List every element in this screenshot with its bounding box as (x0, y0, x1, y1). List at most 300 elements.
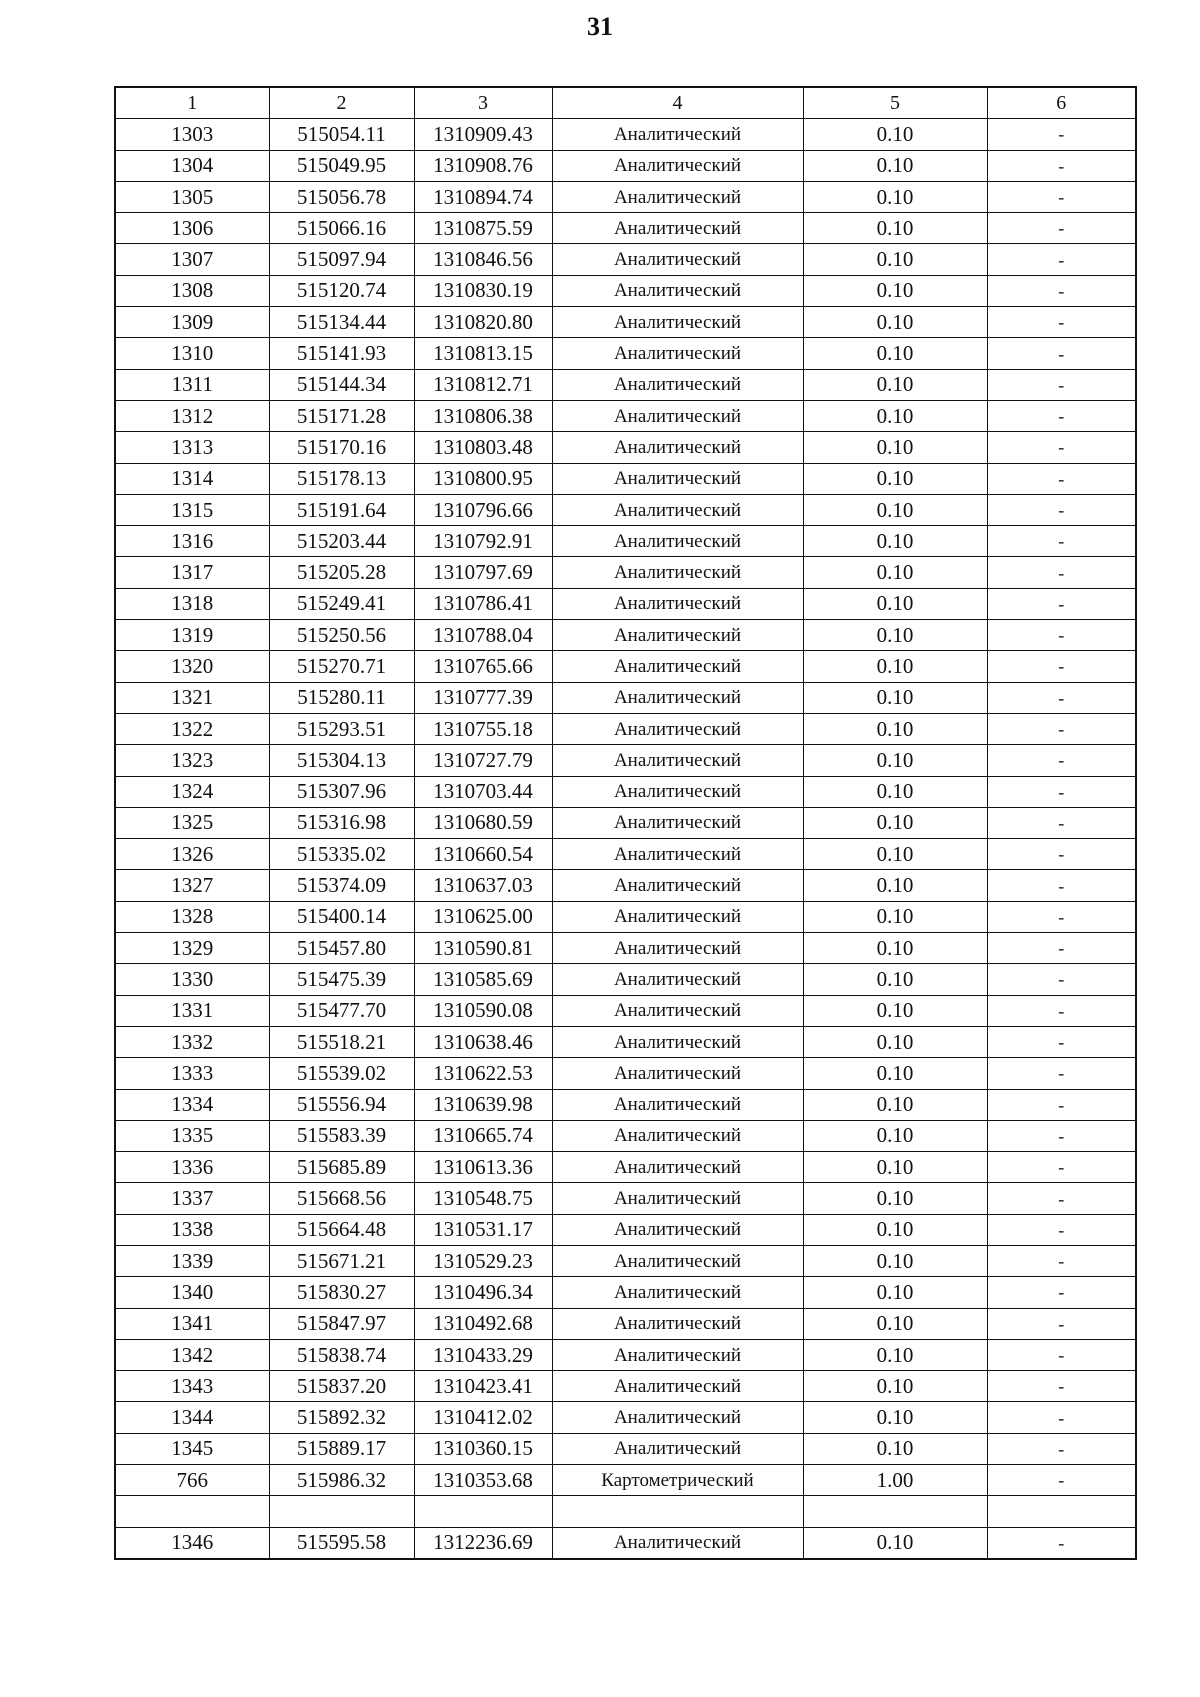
cell-method: Аналитический (552, 432, 803, 463)
cell-point-number: 1337 (115, 1183, 269, 1214)
cell-accuracy: 0.10 (803, 213, 987, 244)
cell-method: Аналитический (552, 933, 803, 964)
cell-accuracy: 0.10 (803, 964, 987, 995)
cell-y-coordinate: 1310806.38 (414, 400, 552, 431)
cell-method: Аналитический (552, 1152, 803, 1183)
cell-y-coordinate: 1310625.00 (414, 901, 552, 932)
cell-y-coordinate: 1310639.98 (414, 1089, 552, 1120)
cell-point-number: 1331 (115, 995, 269, 1026)
cell-accuracy: 0.10 (803, 995, 987, 1026)
cell-x-coordinate: 515203.44 (269, 526, 414, 557)
cell-accuracy: 0.10 (803, 933, 987, 964)
cell-note: - (987, 307, 1136, 338)
cell-x-coordinate: 515250.56 (269, 620, 414, 651)
cell-note: - (987, 588, 1136, 619)
cell-method: Аналитический (552, 713, 803, 744)
table-row (115, 1371, 1136, 1402)
cell-accuracy: 0.10 (803, 275, 987, 306)
cell-method: Аналитический (552, 369, 803, 400)
cell-method: Аналитический (552, 839, 803, 870)
table-row (115, 1152, 1136, 1183)
cell-note: - (987, 463, 1136, 494)
cell-point-number: 1326 (115, 839, 269, 870)
cell-note: - (987, 964, 1136, 995)
cell-method: Аналитический (552, 1371, 803, 1402)
cell-note: - (987, 181, 1136, 212)
cell-method: Аналитический (552, 181, 803, 212)
cell-note: - (987, 1120, 1136, 1151)
table-row (115, 338, 1136, 369)
cell-method: Аналитический (552, 870, 803, 901)
table-row (115, 244, 1136, 275)
cell-y-coordinate: 1310496.34 (414, 1277, 552, 1308)
cell-x-coordinate (269, 1496, 414, 1527)
cell-x-coordinate: 515170.16 (269, 432, 414, 463)
cell-x-coordinate: 515056.78 (269, 181, 414, 212)
page-number: 31 (587, 12, 613, 41)
cell-note: - (987, 432, 1136, 463)
cell-x-coordinate: 515120.74 (269, 275, 414, 306)
cell-x-coordinate: 515830.27 (269, 1277, 414, 1308)
cell-method: Аналитический (552, 682, 803, 713)
cell-point-number: 1320 (115, 651, 269, 682)
cell-x-coordinate: 515304.13 (269, 745, 414, 776)
cell-method: Аналитический (552, 463, 803, 494)
cell-accuracy: 0.10 (803, 1058, 987, 1089)
table-row (115, 995, 1136, 1026)
cell-note: - (987, 1339, 1136, 1370)
cell-y-coordinate: 1310423.41 (414, 1371, 552, 1402)
cell-point-number: 1308 (115, 275, 269, 306)
cell-accuracy: 0.10 (803, 713, 987, 744)
cell-x-coordinate: 515191.64 (269, 494, 414, 525)
cell-accuracy: 0.10 (803, 244, 987, 275)
cell-point-number: 1332 (115, 1026, 269, 1057)
table-row (115, 713, 1136, 744)
cell-x-coordinate: 515205.28 (269, 557, 414, 588)
cell-y-coordinate: 1310796.66 (414, 494, 552, 525)
table-row (115, 1465, 1136, 1496)
cell-accuracy: 0.10 (803, 901, 987, 932)
cell-method: Аналитический (552, 776, 803, 807)
cell-point-number: 1336 (115, 1152, 269, 1183)
cell-y-coordinate: 1310755.18 (414, 713, 552, 744)
cell-x-coordinate: 515171.28 (269, 400, 414, 431)
cell-point-number: 1329 (115, 933, 269, 964)
cell-method: Аналитический (552, 338, 803, 369)
cell-method: Аналитический (552, 588, 803, 619)
cell-method (552, 1496, 803, 1527)
cell-y-coordinate: 1310680.59 (414, 807, 552, 838)
cell-x-coordinate: 515293.51 (269, 713, 414, 744)
cell-accuracy: 0.10 (803, 1245, 987, 1276)
cell-point-number: 1343 (115, 1371, 269, 1402)
cell-x-coordinate: 515685.89 (269, 1152, 414, 1183)
cell-point-number: 1312 (115, 400, 269, 431)
cell-method: Аналитический (552, 213, 803, 244)
table-row (115, 1527, 1136, 1559)
cell-y-coordinate: 1310660.54 (414, 839, 552, 870)
table-row (115, 870, 1136, 901)
cell-note: - (987, 275, 1136, 306)
cell-accuracy: 0.10 (803, 682, 987, 713)
cell-x-coordinate: 515097.94 (269, 244, 414, 275)
cell-x-coordinate: 515556.94 (269, 1089, 414, 1120)
cell-point-number: 1313 (115, 432, 269, 463)
cell-method: Аналитический (552, 1058, 803, 1089)
cell-x-coordinate: 515178.13 (269, 463, 414, 494)
cell-x-coordinate: 515054.11 (269, 119, 414, 150)
cell-x-coordinate: 515671.21 (269, 1245, 414, 1276)
cell-y-coordinate: 1310412.02 (414, 1402, 552, 1433)
cell-method: Аналитический (552, 1308, 803, 1339)
table-row (115, 901, 1136, 932)
table-row (115, 651, 1136, 682)
cell-note: - (987, 1214, 1136, 1245)
table-row (115, 463, 1136, 494)
cell-point-number: 1303 (115, 119, 269, 150)
cell-y-coordinate: 1310585.69 (414, 964, 552, 995)
cell-accuracy: 0.10 (803, 494, 987, 525)
cell-note: - (987, 651, 1136, 682)
cell-accuracy: 0.10 (803, 620, 987, 651)
cell-x-coordinate: 515892.32 (269, 1402, 414, 1433)
cell-method: Аналитический (552, 400, 803, 431)
cell-x-coordinate: 515400.14 (269, 901, 414, 932)
cell-x-coordinate: 515477.70 (269, 995, 414, 1026)
cell-point-number: 1322 (115, 713, 269, 744)
table-body (115, 119, 1136, 1559)
cell-method: Аналитический (552, 620, 803, 651)
cell-y-coordinate: 1310622.53 (414, 1058, 552, 1089)
cell-note: - (987, 1433, 1136, 1464)
cell-y-coordinate: 1310765.66 (414, 651, 552, 682)
cell-method: Аналитический (552, 1183, 803, 1214)
cell-accuracy: 0.10 (803, 1527, 987, 1559)
cell-note (987, 1496, 1136, 1527)
cell-accuracy: 0.10 (803, 150, 987, 181)
column-header-5: 5 (803, 87, 987, 119)
cell-note: - (987, 1245, 1136, 1276)
cell-method: Аналитический (552, 1026, 803, 1057)
cell-method: Аналитический (552, 526, 803, 557)
cell-note: - (987, 244, 1136, 275)
cell-accuracy: 0.10 (803, 1371, 987, 1402)
cell-note: - (987, 1402, 1136, 1433)
cell-x-coordinate: 515307.96 (269, 776, 414, 807)
cell-x-coordinate: 515475.39 (269, 964, 414, 995)
cell-accuracy: 0.10 (803, 870, 987, 901)
column-header-1: 1 (115, 87, 269, 119)
cell-note: - (987, 1183, 1136, 1214)
cell-note: - (987, 1465, 1136, 1496)
table-row (115, 275, 1136, 306)
cell-point-number: 1345 (115, 1433, 269, 1464)
cell-method: Аналитический (552, 901, 803, 932)
cell-note: - (987, 400, 1136, 431)
cell-note: - (987, 1058, 1136, 1089)
cell-y-coordinate: 1310813.15 (414, 338, 552, 369)
cell-note: - (987, 369, 1136, 400)
cell-accuracy: 0.10 (803, 1183, 987, 1214)
cell-x-coordinate: 515457.80 (269, 933, 414, 964)
cell-y-coordinate: 1310875.59 (414, 213, 552, 244)
cell-point-number: 1346 (115, 1527, 269, 1559)
table-row (115, 839, 1136, 870)
table-row (115, 307, 1136, 338)
cell-point-number: 766 (115, 1465, 269, 1496)
cell-method: Аналитический (552, 1120, 803, 1151)
cell-accuracy: 0.10 (803, 181, 987, 212)
cell-accuracy: 0.10 (803, 432, 987, 463)
cell-y-coordinate: 1310529.23 (414, 1245, 552, 1276)
table-row (115, 1026, 1136, 1057)
cell-method: Аналитический (552, 307, 803, 338)
table-row (115, 213, 1136, 244)
cell-point-number: 1342 (115, 1339, 269, 1370)
cell-accuracy: 0.10 (803, 588, 987, 619)
cell-point-number: 1328 (115, 901, 269, 932)
cell-note: - (987, 1371, 1136, 1402)
cell-method: Аналитический (552, 119, 803, 150)
cell-method: Аналитический (552, 1433, 803, 1464)
cell-note: - (987, 1152, 1136, 1183)
cell-note: - (987, 933, 1136, 964)
cell-point-number: 1340 (115, 1277, 269, 1308)
cell-method: Аналитический (552, 964, 803, 995)
cell-point-number: 1341 (115, 1308, 269, 1339)
cell-x-coordinate: 515668.56 (269, 1183, 414, 1214)
cell-accuracy: 0.10 (803, 1339, 987, 1370)
cell-method: Аналитический (552, 557, 803, 588)
cell-y-coordinate: 1310788.04 (414, 620, 552, 651)
cell-y-coordinate: 1310492.68 (414, 1308, 552, 1339)
table-row (115, 1245, 1136, 1276)
cell-y-coordinate: 1310908.76 (414, 150, 552, 181)
cell-point-number: 1315 (115, 494, 269, 525)
cell-accuracy: 0.10 (803, 1089, 987, 1120)
cell-y-coordinate: 1310909.43 (414, 119, 552, 150)
cell-y-coordinate: 1310703.44 (414, 776, 552, 807)
table-row (115, 400, 1136, 431)
cell-accuracy: 0.10 (803, 1214, 987, 1245)
cell-x-coordinate: 515066.16 (269, 213, 414, 244)
cell-y-coordinate: 1310786.41 (414, 588, 552, 619)
cell-x-coordinate: 515249.41 (269, 588, 414, 619)
table-row (115, 526, 1136, 557)
table-row (115, 119, 1136, 150)
cell-method: Аналитический (552, 807, 803, 838)
cell-x-coordinate: 515141.93 (269, 338, 414, 369)
cell-accuracy: 0.10 (803, 463, 987, 494)
cell-y-coordinate: 1310800.95 (414, 463, 552, 494)
table-row (115, 964, 1136, 995)
table-row (115, 1089, 1136, 1120)
cell-note: - (987, 1308, 1136, 1339)
table-row (115, 620, 1136, 651)
table-row (115, 807, 1136, 838)
cell-point-number: 1339 (115, 1245, 269, 1276)
column-header-6: 6 (987, 87, 1136, 119)
cell-method: Аналитический (552, 1277, 803, 1308)
cell-x-coordinate: 515847.97 (269, 1308, 414, 1339)
cell-accuracy: 0.10 (803, 1152, 987, 1183)
cell-y-coordinate: 1310792.91 (414, 526, 552, 557)
cell-method: Аналитический (552, 745, 803, 776)
cell-y-coordinate: 1310820.80 (414, 307, 552, 338)
cell-accuracy: 0.10 (803, 526, 987, 557)
cell-point-number: 1335 (115, 1120, 269, 1151)
cell-point-number: 1318 (115, 588, 269, 619)
cell-x-coordinate: 515838.74 (269, 1339, 414, 1370)
cell-point-number: 1327 (115, 870, 269, 901)
cell-y-coordinate: 1310665.74 (414, 1120, 552, 1151)
cell-accuracy: 0.10 (803, 1402, 987, 1433)
cell-accuracy: 0.10 (803, 400, 987, 431)
cell-accuracy: 0.10 (803, 307, 987, 338)
cell-note: - (987, 1089, 1136, 1120)
cell-point-number: 1311 (115, 369, 269, 400)
table-header-row (115, 87, 1136, 119)
cell-accuracy: 0.10 (803, 119, 987, 150)
cell-note: - (987, 150, 1136, 181)
cell-note: - (987, 870, 1136, 901)
cell-x-coordinate: 515335.02 (269, 839, 414, 870)
table-row (115, 1183, 1136, 1214)
cell-y-coordinate: 1310531.17 (414, 1214, 552, 1245)
cell-x-coordinate: 515539.02 (269, 1058, 414, 1089)
cell-point-number: 1338 (115, 1214, 269, 1245)
cell-y-coordinate: 1310894.74 (414, 181, 552, 212)
cell-point-number: 1304 (115, 150, 269, 181)
cell-x-coordinate: 515144.34 (269, 369, 414, 400)
cell-accuracy: 0.10 (803, 1026, 987, 1057)
cell-y-coordinate: 1310360.15 (414, 1433, 552, 1464)
cell-point-number: 1317 (115, 557, 269, 588)
cell-method: Аналитический (552, 1339, 803, 1370)
cell-accuracy (803, 1496, 987, 1527)
cell-x-coordinate: 515316.98 (269, 807, 414, 838)
cell-x-coordinate: 515889.17 (269, 1433, 414, 1464)
cell-note: - (987, 901, 1136, 932)
cell-point-number: 1323 (115, 745, 269, 776)
table-row (115, 494, 1136, 525)
table-row (115, 933, 1136, 964)
cell-x-coordinate: 515374.09 (269, 870, 414, 901)
cell-note: - (987, 494, 1136, 525)
cell-note: - (987, 557, 1136, 588)
cell-point-number: 1307 (115, 244, 269, 275)
cell-method: Аналитический (552, 150, 803, 181)
table-row (115, 588, 1136, 619)
table-row (115, 776, 1136, 807)
table-row (115, 745, 1136, 776)
cell-accuracy: 0.10 (803, 338, 987, 369)
cell-accuracy: 0.10 (803, 557, 987, 588)
cell-y-coordinate: 1310812.71 (414, 369, 552, 400)
cell-accuracy: 1.00 (803, 1465, 987, 1496)
cell-y-coordinate: 1310433.29 (414, 1339, 552, 1370)
cell-method: Аналитический (552, 1089, 803, 1120)
cell-y-coordinate: 1310727.79 (414, 745, 552, 776)
column-header-3: 3 (414, 87, 552, 119)
cell-y-coordinate: 1312236.69 (414, 1527, 552, 1559)
cell-note: - (987, 776, 1136, 807)
cell-point-number: 1334 (115, 1089, 269, 1120)
table-row (115, 369, 1136, 400)
cell-y-coordinate: 1310548.75 (414, 1183, 552, 1214)
cell-method: Аналитический (552, 1527, 803, 1559)
cell-y-coordinate: 1310777.39 (414, 682, 552, 713)
cell-point-number: 1344 (115, 1402, 269, 1433)
cell-note: - (987, 713, 1136, 744)
coordinates-table (114, 86, 1137, 1560)
cell-x-coordinate: 515518.21 (269, 1026, 414, 1057)
cell-accuracy: 0.10 (803, 776, 987, 807)
cell-point-number: 1305 (115, 181, 269, 212)
cell-note: - (987, 839, 1136, 870)
cell-y-coordinate: 1310590.08 (414, 995, 552, 1026)
cell-method: Аналитический (552, 1245, 803, 1276)
cell-point-number: 1325 (115, 807, 269, 838)
table-row (115, 1496, 1136, 1527)
cell-note: - (987, 1277, 1136, 1308)
table-row (115, 1058, 1136, 1089)
cell-x-coordinate: 515837.20 (269, 1371, 414, 1402)
cell-note: - (987, 1527, 1136, 1559)
table-row (115, 1308, 1136, 1339)
cell-note: - (987, 1026, 1136, 1057)
cell-accuracy: 0.10 (803, 745, 987, 776)
cell-method: Картометрический (552, 1465, 803, 1496)
cell-x-coordinate: 515049.95 (269, 150, 414, 181)
cell-point-number: 1314 (115, 463, 269, 494)
cell-accuracy: 0.10 (803, 1277, 987, 1308)
table-row (115, 181, 1136, 212)
cell-point-number: 1319 (115, 620, 269, 651)
cell-y-coordinate: 1310613.36 (414, 1152, 552, 1183)
cell-method: Аналитический (552, 1214, 803, 1245)
cell-point-number: 1333 (115, 1058, 269, 1089)
cell-note: - (987, 682, 1136, 713)
cell-method: Аналитический (552, 494, 803, 525)
cell-accuracy: 0.10 (803, 807, 987, 838)
cell-note: - (987, 213, 1136, 244)
cell-method: Аналитический (552, 244, 803, 275)
cell-method: Аналитический (552, 275, 803, 306)
cell-accuracy: 0.10 (803, 839, 987, 870)
cell-point-number: 1310 (115, 338, 269, 369)
table-row (115, 432, 1136, 463)
table-row (115, 1402, 1136, 1433)
table-row (115, 1433, 1136, 1464)
cell-note: - (987, 620, 1136, 651)
cell-accuracy: 0.10 (803, 369, 987, 400)
table-row (115, 557, 1136, 588)
cell-x-coordinate: 515583.39 (269, 1120, 414, 1151)
cell-note: - (987, 338, 1136, 369)
column-header-2: 2 (269, 87, 414, 119)
cell-y-coordinate: 1310637.03 (414, 870, 552, 901)
cell-note: - (987, 807, 1136, 838)
cell-x-coordinate: 515280.11 (269, 682, 414, 713)
cell-accuracy: 0.10 (803, 1120, 987, 1151)
column-header-4: 4 (552, 87, 803, 119)
cell-note: - (987, 995, 1136, 1026)
cell-x-coordinate: 515664.48 (269, 1214, 414, 1245)
cell-y-coordinate: 1310590.81 (414, 933, 552, 964)
cell-x-coordinate: 515134.44 (269, 307, 414, 338)
